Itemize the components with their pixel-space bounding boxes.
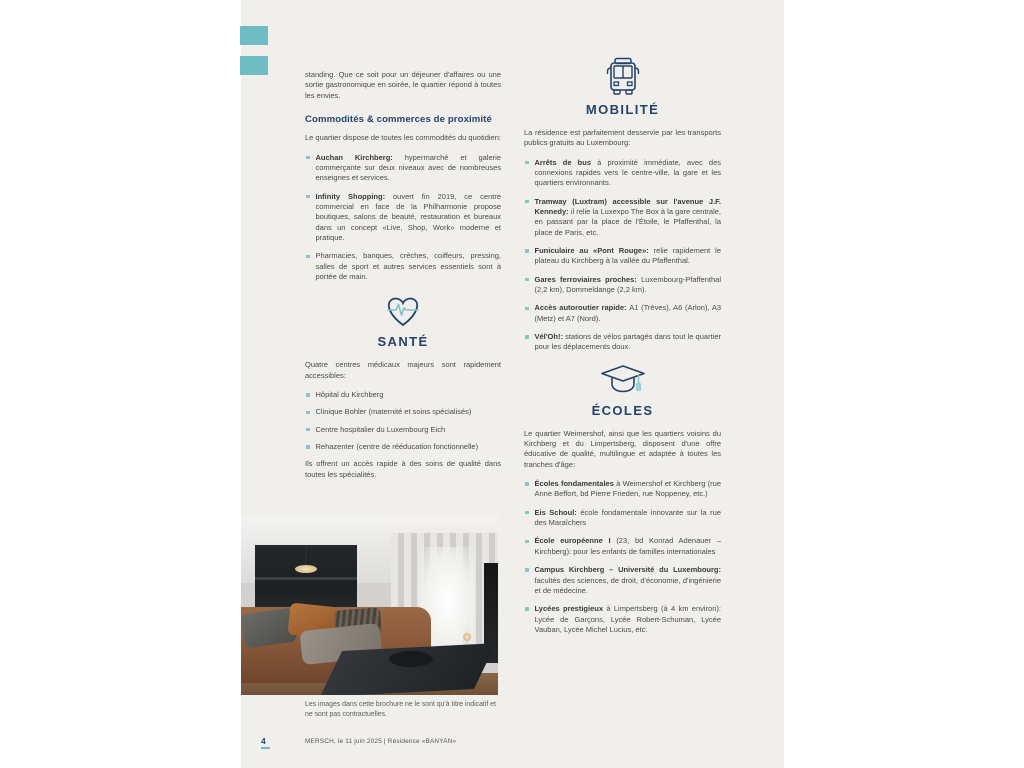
list-item-text: Tramway (Luxtram) accessible sur l'avenue J.F. Kennedy: il relie la Luxexpo The Box à la gare centrale, en passant par la place de l'Étoile, le Pfaffenthal, la place de Paris, etc. — [534, 196, 721, 237]
bullet-square-icon — [525, 249, 529, 253]
list-item — [305, 407, 501, 417]
list-item — [524, 197, 721, 238]
left-column — [305, 70, 501, 489]
graduation-cap-icon — [524, 363, 721, 399]
bullet-square-icon — [525, 278, 529, 282]
list-item — [524, 508, 721, 529]
list-item — [305, 425, 501, 435]
list-item — [524, 536, 721, 557]
bullet-square-icon — [525, 200, 529, 204]
section-heading-commodites: Commodités & commerces de proximité — [305, 114, 492, 126]
bullet-square-icon — [525, 511, 529, 515]
list-item — [305, 390, 501, 400]
sante-lead: Quatre centres médicaux majeurs sont rapidement accessibles: — [305, 360, 501, 380]
list-item-text: Infinity Shopping: ouvert fin 2019, ce centre commercial en face de la Philharmonie propose boutiques, salons de beauté, restauration et bureaux dans un concept «Live, Shop, Work» moderne et pratique. — [315, 191, 501, 243]
mobilite-lead: La résidence est parfaitement desservie par les transports publics gratuits au Luxembourg: — [524, 127, 721, 148]
photo-pendant-lamp — [295, 565, 317, 573]
section-heading-sante: SANTÉ — [377, 334, 429, 350]
list-item-text: Funiculaire au «Pont Rouge»: relie rapidement le plateau du Kirchberg à la vallée du Pfaffenthal. — [534, 246, 721, 266]
list-item — [524, 275, 721, 296]
list-item-text: Clinique Bohler (maternité et soins spécialisés) — [315, 407, 472, 417]
photo-caption: Les images dans cette brochure ne le sont qu'à titre indicatif et ne sont pas contractuelles. — [305, 701, 496, 718]
bullet-square-icon — [525, 607, 529, 611]
bullet-square-icon — [525, 307, 529, 311]
bullet-square-icon — [525, 540, 529, 544]
list-item — [524, 332, 721, 353]
bullet-square-icon — [525, 482, 529, 486]
list-item-text: Centre hospitalier du Luxembourg Eich — [315, 424, 446, 434]
list-item-text: Auchan Kirchberg: hypermarché et galerie commerçante sur deux niveaux avec de nombreuses enseignes et services. — [315, 152, 501, 183]
list-item-text: Écoles fondamentales à Weimershof et Kirchberg (rue Anne Beffort, bd Pierre Frieden, rue Noppeney, etc.) — [534, 479, 722, 499]
list-item-text: Accès autoroutier rapide: A1 (Trèves), A6 (Arlon), A3 (Metz) et A7 (Nord). — [534, 303, 721, 323]
list-item-text: Eis Schoul: école fondamentale innovante sur la rue des Maraîchers — [534, 507, 721, 528]
section-heading-ecoles: ÉCOLES — [591, 402, 654, 418]
list-item-text: Vél'Oh!: stations de vélos partagés dans tout le quartier pour les déplacements doux. — [534, 332, 721, 352]
right-column — [524, 56, 721, 643]
section-heading-mobilite: MOBILITÉ — [585, 102, 660, 117]
list-item — [524, 158, 721, 189]
teal-square-decoration — [240, 56, 268, 75]
intro-paragraph: standing. Que ce soit pour un déjeuner d'affaires ou une sortie gastronomique en soirée, le quartier répond à toutes les envies. — [305, 70, 501, 100]
photo-pendant-cord — [305, 545, 307, 567]
bullet-square-icon — [306, 445, 310, 449]
list-item-text: Lycées prestigieux à Limpertsberg (à 4 km environ): Lycée de Garçons, Lycée Robert-Schuman, Lycée Vauban, Lycée Michel Lucius, etc. — [534, 604, 721, 634]
sante-outro: Ils offrent un accès rapide à des soins de qualité dans toutes les spécialités. — [305, 459, 501, 479]
list-item-text: Pharmacies, banques, crèches, coiffeurs, pressing, salles de sport et autres services essentiels sont à portée de main. — [315, 251, 501, 282]
photo-bowl — [389, 651, 433, 667]
list-item — [524, 479, 721, 500]
list-item — [305, 251, 501, 282]
bus-icon — [524, 56, 721, 98]
heart-pulse-icon — [305, 292, 501, 330]
bullet-square-icon — [525, 568, 529, 572]
list-item — [305, 153, 501, 184]
list-item-text: Hôpital du Kirchberg — [315, 390, 384, 400]
list-item — [524, 303, 721, 324]
bullet-square-icon — [306, 156, 310, 160]
list-item-text: Arrêts de bus à proximité immédiate, avec des connexions rapides vers le centre-ville, la gare et les quartiers environnants. — [534, 157, 721, 188]
teal-square-decoration — [240, 26, 268, 45]
list-item — [305, 442, 501, 452]
list-item-text: Campus Kirchberg – Université du Luxembourg: facultés des sciences, de droit, d'économie, d'ingénierie et de médecine. — [534, 565, 721, 595]
commodites-lead: Le quartier dispose de toutes les commodités du quotidien: — [305, 133, 501, 143]
interior-photo — [241, 515, 498, 695]
list-item-text: Gares ferroviaires proches: Luxembourg-Pfaffenthal (2,2 km), Dommeldange (2,2 km). — [534, 274, 721, 295]
page-number: 4 — [261, 736, 270, 749]
list-item — [524, 604, 721, 635]
bullet-square-icon — [306, 255, 310, 259]
photo-lamp-glow — [463, 633, 471, 641]
bullet-square-icon — [306, 393, 310, 397]
list-item — [305, 192, 501, 244]
list-item — [524, 565, 721, 596]
bullet-square-icon — [525, 335, 529, 339]
footer-text: MERSCH, le 11 juin 2025 | Résidence «BANYAN» — [305, 738, 457, 745]
list-item-text: Rehazenter (centre de rééducation fonctionnelle) — [315, 442, 479, 452]
bullet-square-icon — [525, 161, 529, 165]
list-item — [524, 246, 721, 267]
photo-shelf-line — [255, 577, 357, 580]
sante-list — [305, 390, 501, 452]
bullet-square-icon — [306, 411, 310, 415]
list-item-text: École européenne I (23, bd Konrad Adenauer – Kirchberg): pour les enfants de familles internationales — [534, 536, 721, 556]
bullet-square-icon — [306, 195, 310, 199]
ecoles-lead: Le quartier Weimershof, ainsi que les quartiers voisins du Kirchberg et du Limpertsberg, disposent d'une offre éducative de qualité, multilingue et adaptée à toutes les tranches d'âge: — [524, 428, 721, 469]
bullet-square-icon — [306, 428, 310, 432]
